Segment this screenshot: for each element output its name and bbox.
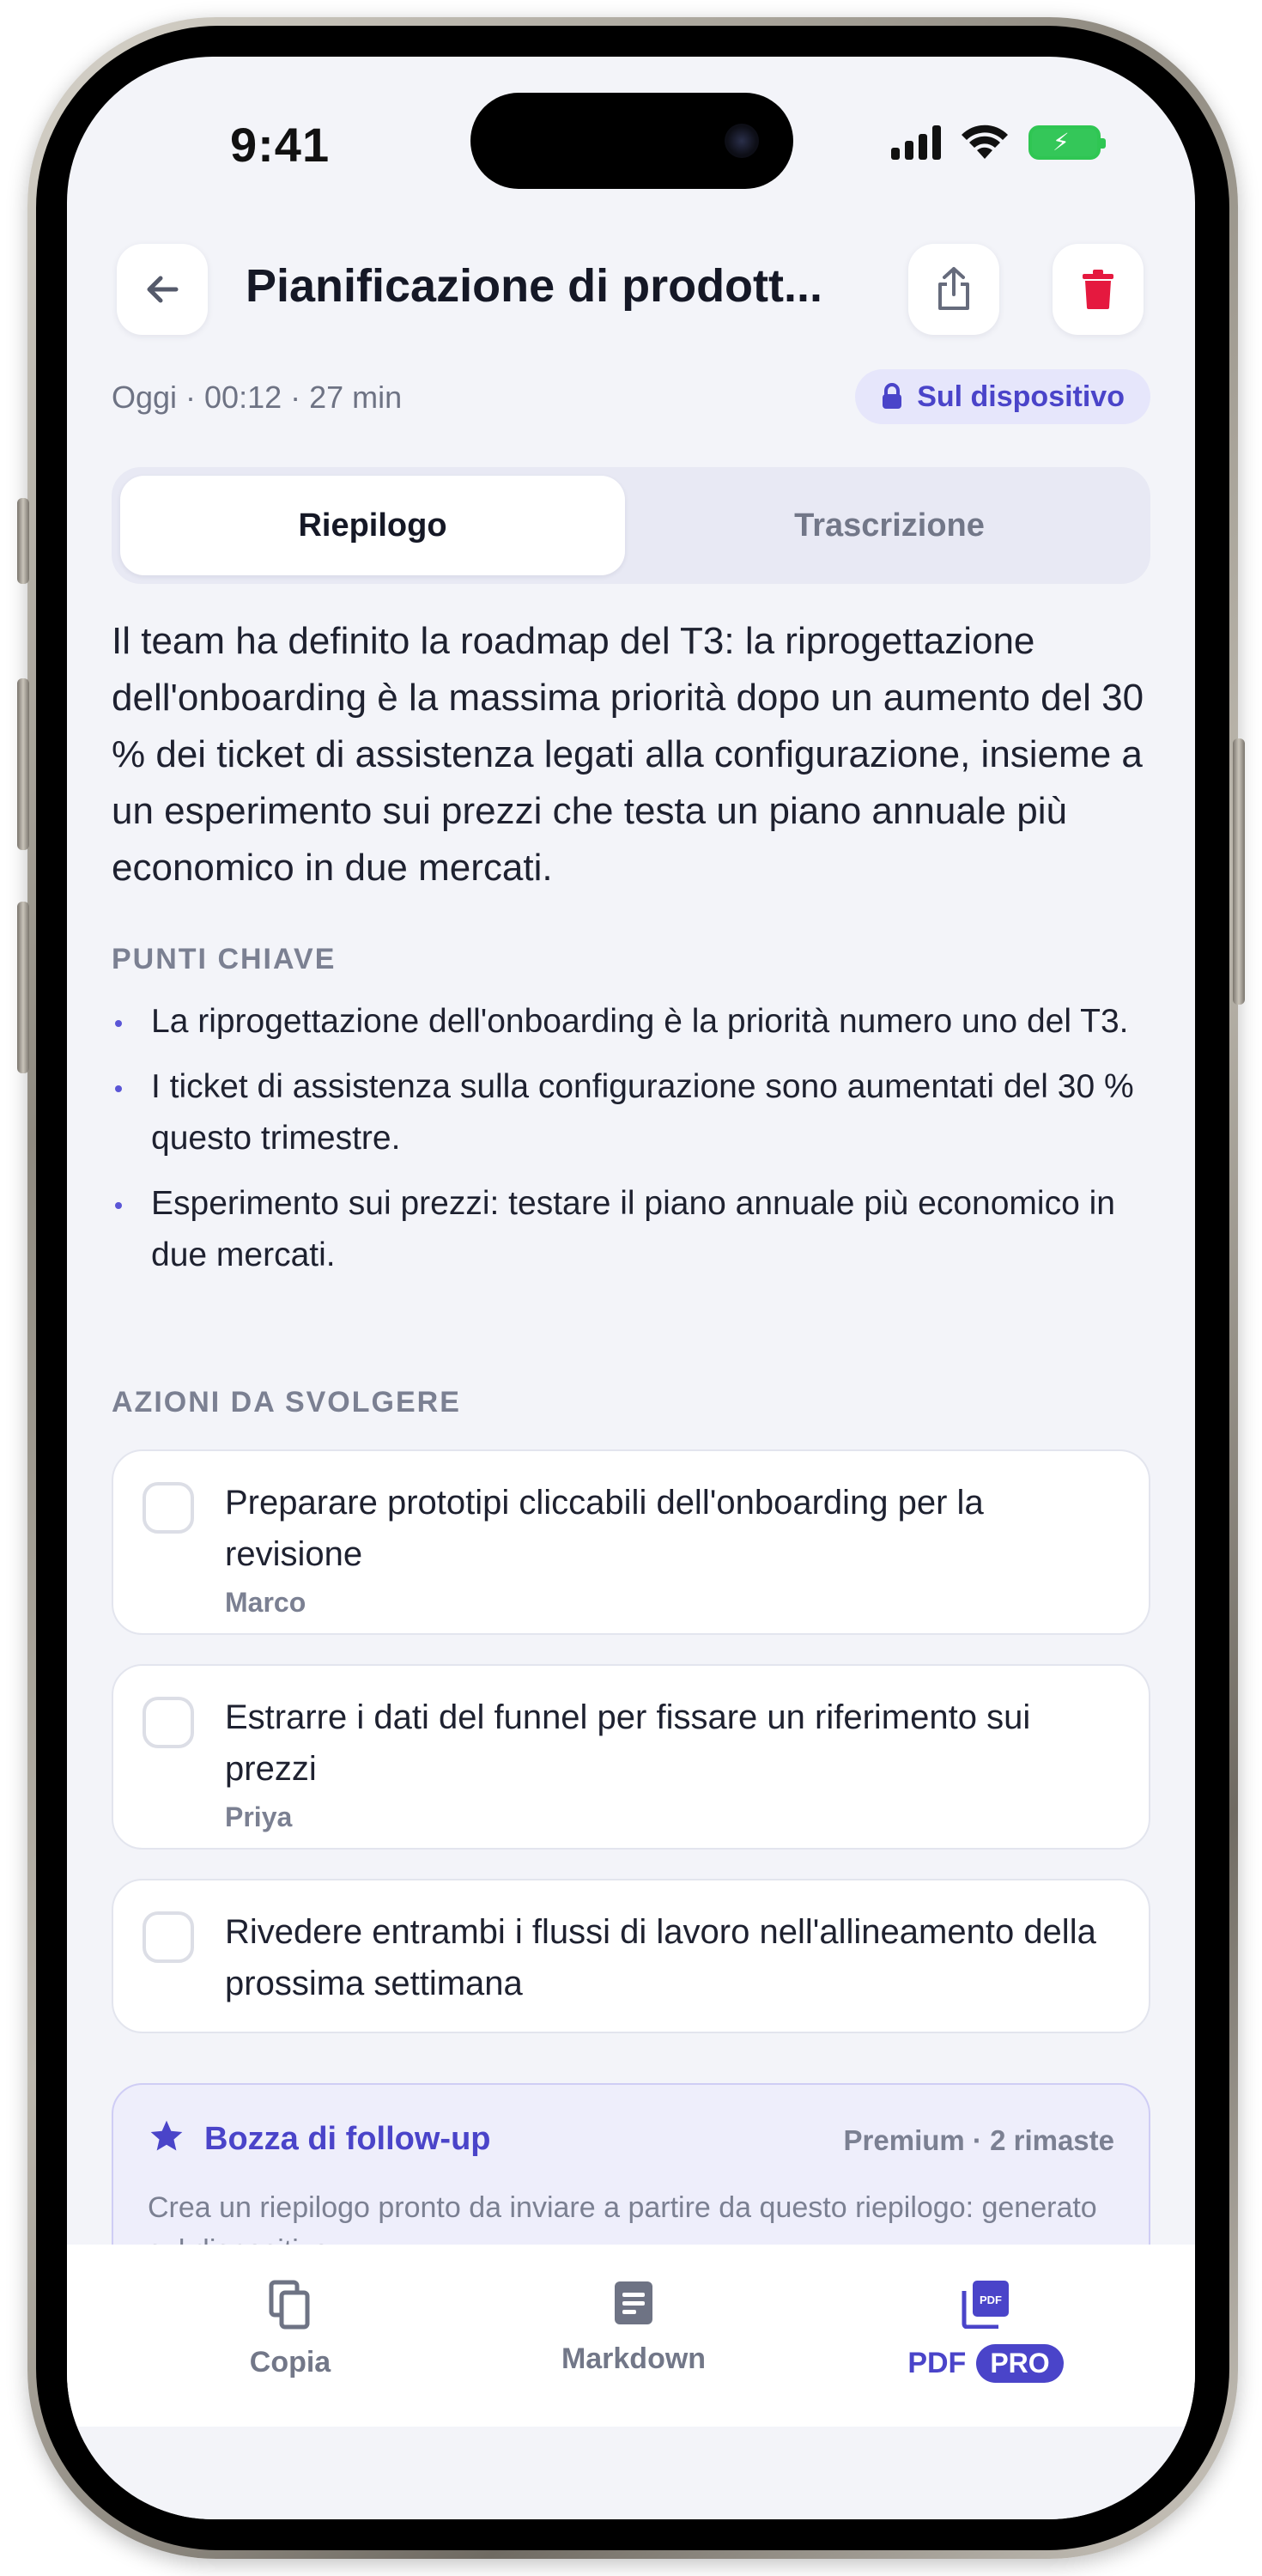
action-item <box>112 1879 1150 2033</box>
tab-transcript[interactable]: Trascrizione <box>794 507 985 544</box>
action-text: Preparare prototipi cliccabili dell'onboarding per la revisione <box>225 1484 984 1573</box>
action-checkbox[interactable] <box>143 1697 194 1748</box>
power-button <box>1233 738 1245 1005</box>
pdf-label: PDF <box>907 2347 967 2379</box>
share-icon <box>933 265 974 313</box>
action-owner: Marco <box>225 1587 306 1618</box>
pro-badge: PRO <box>976 2344 1063 2383</box>
action-checkbox[interactable] <box>143 1911 194 1963</box>
status-time: 9:41 <box>230 118 331 172</box>
pdf-icon <box>961 2279 1010 2329</box>
actions-heading: AZIONI DA SVOLGERE <box>112 1386 461 1419</box>
home-indicator-area <box>67 2427 1195 2519</box>
copy-label: Copia <box>249 2346 331 2379</box>
action-item <box>112 1664 1150 1850</box>
key-point-item: La riprogettazione dell'onboarding è la priorità numero uno del T3. <box>112 996 1152 1048</box>
back-button[interactable] <box>117 244 208 335</box>
pdf-export-button[interactable] <box>857 2279 1114 2383</box>
share-button[interactable] <box>908 244 999 335</box>
action-owner: Priya <box>225 1801 293 1832</box>
action-item <box>112 1449 1150 1635</box>
tab-summary[interactable]: Riepilogo <box>120 476 625 575</box>
key-point-item: I ticket di assistenza sulla configurazione sono aumentati del 30 % questo trimestre. <box>112 1061 1152 1164</box>
battery-icon: ⚡ <box>1028 125 1101 160</box>
volume-up-button <box>17 678 29 850</box>
svg-text:PDF: PDF <box>980 2293 1002 2306</box>
followup-title: Bozza di follow-up <box>204 2121 491 2157</box>
wifi-icon <box>960 125 1010 161</box>
copy-button[interactable] <box>179 2279 402 2379</box>
view-tabs <box>112 467 1150 584</box>
key-point-item: Esperimento sui prezzi: testare il piano annuale più economico in due mercati. <box>112 1178 1152 1281</box>
delete-button[interactable] <box>1053 244 1144 335</box>
on-device-badge <box>855 369 1150 424</box>
key-points-list <box>112 996 1152 1295</box>
recording-meta: Oggi · 00:12 · 27 min <box>112 380 403 415</box>
summary-text: Il team ha definito la roadmap del T3: la riprogettazione dell'onboarding è la massima priorità dopo un aumento del 30 % dei ticket di assistenza legati alla configurazione, insieme a un esperimento sui prezzi che testa un piano annuale più economico in due mercati. <box>112 620 1144 889</box>
action-button <box>17 498 29 584</box>
app-screen <box>67 57 1195 2519</box>
status-icons <box>891 118 1101 167</box>
followup-description: Crea un riepilogo pronto da inviare a partire da questo riepilogo: generato <box>148 2191 1097 2224</box>
premium-remaining-badge: Premium · 2 rimaste <box>843 2124 1114 2156</box>
copy-icon <box>266 2279 314 2330</box>
lock-icon <box>881 383 903 410</box>
volume-down-button <box>17 902 29 1073</box>
pdf-label-group <box>907 2344 1063 2383</box>
cellular-signal-icon <box>891 125 941 160</box>
markdown-label: Markdown <box>561 2342 707 2375</box>
dynamic-island <box>470 93 793 189</box>
star-icon <box>148 2117 185 2155</box>
markdown-button[interactable] <box>522 2279 745 2376</box>
action-text: Rivedere entrambi i flussi di lavoro nell'allineamento della prossima settimana <box>225 1913 1096 2002</box>
trash-icon <box>1081 269 1115 310</box>
action-text: Estrarre i dati del funnel per fissare un riferimento sui prezzi <box>225 1698 1031 1788</box>
action-checkbox[interactable] <box>143 1482 194 1534</box>
key-points-heading: PUNTI CHIAVE <box>112 943 337 975</box>
on-device-label: Sul dispositivo <box>917 380 1125 413</box>
camera-icon <box>725 124 759 158</box>
page-title: Pianificazione di prodott... <box>246 260 823 312</box>
document-icon <box>612 2279 655 2327</box>
arrow-left-icon <box>142 269 183 310</box>
bottom-export-bar <box>67 2245 1195 2427</box>
